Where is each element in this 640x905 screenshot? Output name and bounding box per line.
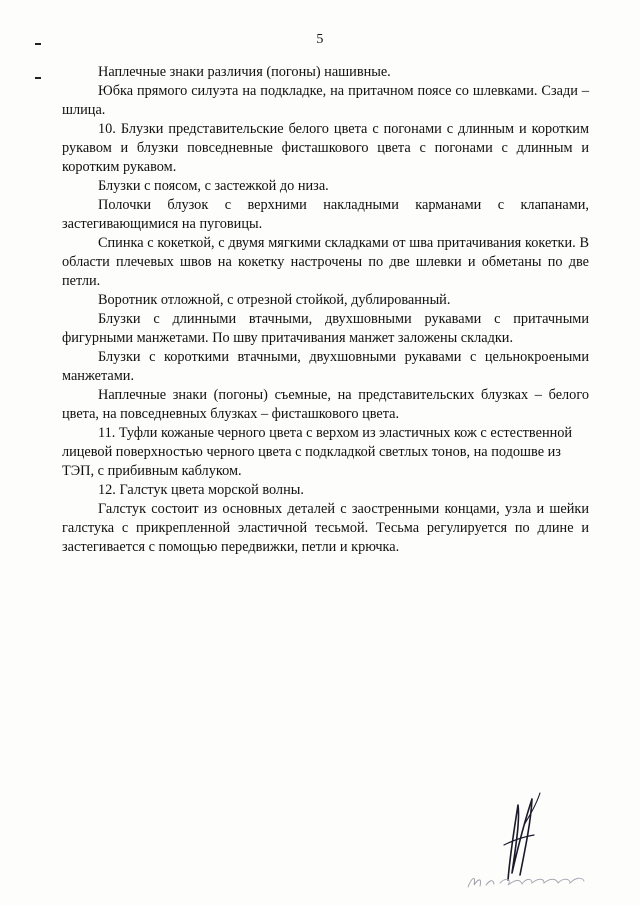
signature-icon — [460, 785, 610, 895]
page-number: 5 — [316, 32, 324, 47]
margin-mark — [35, 77, 41, 79]
paragraph: 12. Галстук цвета морской волны. — [98, 482, 304, 498]
paragraph: Блузки с длинными втачными, двухшовными рукавами с притачными фигурными манжетами. По шву притачивания манжет заложены складки. — [62, 311, 589, 346]
paragraph: Воротник отложной, с отрезной стойкой, дублированный. — [98, 292, 451, 308]
paragraph: Спинка с кокеткой, с двумя мягкими складками от шва притачивания кокетки. В области плечевых швов на кокетку настрочены по две шлевки и обметаны по две петли. — [62, 235, 589, 289]
handwritten-signature — [460, 785, 610, 895]
document-body — [62, 63, 589, 557]
paragraph: 11. Туфли кожаные черного цвета с верхом из эластичных кож с естественной лицевой поверхностью черного цвета с подкладкой светлых тонов, на подошве из ТЭП, с прибивным каблуком. — [62, 425, 573, 479]
paragraph: Галстук состоит из основных деталей с заостренными концами, узла и шейки галстука с прикрепленной эластичной тесьмой. Тесьма регулируется по длине и застегивается с помощью передвижки, петли и крючка. — [62, 501, 589, 555]
paragraph: Наплечные знаки (погоны) съемные, на представительских блузках – белого цвета, на повседневных блузках – фисташкового цвета. — [62, 387, 589, 422]
paragraph: Полочки блузок с верхними накладными карманами с клапанами, застегивающимися на пуговицы. — [62, 197, 589, 232]
margin-mark — [35, 43, 41, 45]
paragraph: 10. Блузки представительские белого цвета с погонами с длинным и коротким рукавом и блузки повседневные фисташкового цвета с погонами с длинным и коротким рукавом. — [62, 121, 589, 175]
paragraph: Юбка прямого силуэта на подкладке, на притачном поясе со шлевками. Сзади – шлица. — [62, 83, 589, 118]
paragraph: Блузки с короткими втачными, двухшовными рукавами с цельнокроеными манжетами. — [62, 349, 589, 384]
paragraph: Блузки с поясом, с застежкой до низа. — [98, 178, 329, 194]
paragraph: Наплечные знаки различия (погоны) нашивные. — [98, 64, 391, 80]
